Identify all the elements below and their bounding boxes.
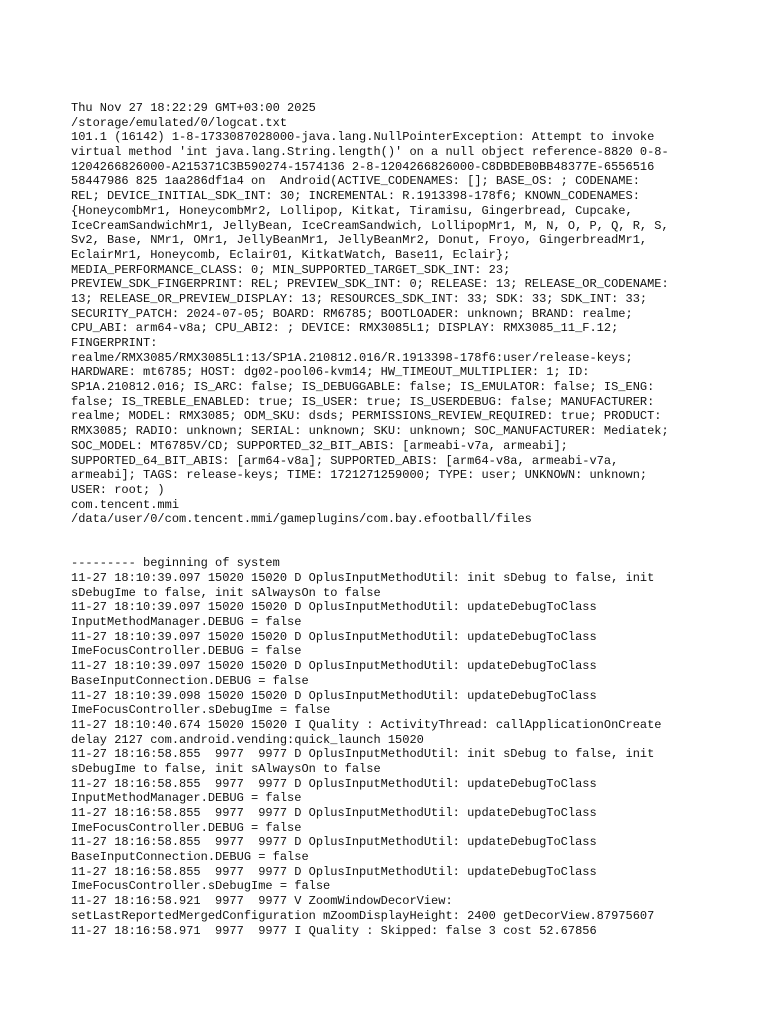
- crash-info-block: [71, 130, 711, 527]
- crash-info-line: PREVIEW_SDK_FINGERPRINT: REL; PREVIEW_SDK_INT: 0; RELEASE: 13; RELEASE_OR_CODENAME:: [71, 277, 669, 292]
- crash-info-line: HARDWARE: mt6785; HOST: dg02-pool06-kvm14; HW_TIMEOUT_MULTIPLIER: 1; ID:: [71, 365, 590, 380]
- log-line: 11-27 18:10:39.097 15020 15020 D OplusInputMethodUtil: updateDebugToClass: [71, 659, 597, 674]
- log-line: ImeFocusController.DEBUG = false: [71, 820, 302, 835]
- log-line: 11-27 18:10:39.098 15020 15020 D OplusInputMethodUtil: updateDebugToClass: [71, 688, 597, 703]
- crash-info-line: USER: root; ): [71, 482, 165, 497]
- log-line: 11-27 18:16:58.971 9977 9977 I Quality : Skipped: false 3 cost 52.67856: [71, 923, 597, 938]
- crash-info-line: realme; MODEL: RMX3085; ODM_SKU: dsds; PERMISSIONS_REVIEW_REQUIRED: true; PRODUCT:: [71, 409, 662, 424]
- log-line: setLastReportedMergedConfiguration mZoomDisplayHeight: 2400 getDecorView.87975607: [71, 908, 655, 923]
- crash-info-line: 13; RELEASE_OR_PREVIEW_DISPLAY: 13; RESOURCES_SDK_INT: 33; SDK: 33; SDK_INT: 33;: [71, 291, 648, 306]
- log-line: 11-27 18:10:39.097 15020 15020 D OplusInputMethodUtil: init sDebug to false, init: [71, 571, 655, 586]
- crash-info-line: Sv2, Base, NMr1, OMr1, JellyBeanMr1, JellyBeanMr2, Donut, Froyo, GingerbreadMr1,: [71, 233, 648, 248]
- log-line: 11-27 18:16:58.921 9977 9977 V ZoomWindowDecorView:: [71, 894, 453, 909]
- log-line: sDebugIme to false, init sAlwaysOn to false: [71, 761, 381, 776]
- crash-info-line: 58447986 825 1aa286df1a4 on Android(ACTIVE_CODENAMES: []; BASE_OS: ; CODENAME:: [71, 174, 640, 189]
- log-line: 11-27 18:16:58.855 9977 9977 D OplusInputMethodUtil: updateDebugToClass: [71, 806, 597, 821]
- crash-info-line: SECURITY_PATCH: 2024-07-05; BOARD: RM6785; BOOTLOADER: unknown; BRAND: realme;: [71, 306, 633, 321]
- blank-gap: [71, 527, 711, 556]
- header-timestamp: Thu Nov 27 18:22:29 GMT+03:00 2025: [71, 101, 316, 115]
- crash-info-line: SP1A.210812.016; IS_ARC: false; IS_DEBUGGABLE: false; IS_EMULATOR: false; IS_ENG:: [71, 380, 655, 395]
- logcat-document: [71, 101, 711, 938]
- log-line: 11-27 18:16:58.855 9977 9977 D OplusInputMethodUtil: updateDebugToClass: [71, 864, 597, 879]
- crash-info-line: com.tencent.mmi: [71, 497, 180, 512]
- log-line: 11-27 18:16:58.855 9977 9977 D OplusInputMethodUtil: updateDebugToClass: [71, 835, 597, 850]
- log-line: ImeFocusController.sDebugIme = false: [71, 703, 331, 718]
- crash-info-line: SUPPORTED_64_BIT_ABIS: [arm64-v8a]; SUPPORTED_ABIS: [arm64-v8a, armeabi-v7a,: [71, 453, 619, 468]
- log-line: 11-27 18:10:40.674 15020 15020 I Quality : ActivityThread: callApplicationOnCreate: [71, 717, 662, 732]
- crash-info-line: REL; DEVICE_INITIAL_SDK_INT: 30; INCREMENTAL: R.1913398-178f6; KNOWN_CODENAMES:: [71, 189, 640, 204]
- log-line: delay 2127 com.android.vending:quick_launch 15020: [71, 732, 424, 747]
- crash-info-line: FINGERPRINT:: [71, 336, 158, 350]
- crash-info-line: EclairMr1, Honeycomb, Eclair01, KitkatWatch, Base11, Eclair};: [71, 247, 511, 262]
- crash-info-line: RMX3085; RADIO: unknown; SERIAL: unknown; SKU: unknown; SOC_MANUFACTURER: Mediatek;: [71, 424, 669, 439]
- crash-info-line: IceCreamSandwichMr1, JellyBean, IceCreamSandwich, LollipopMr1, M, N, O, P, Q, R, S,: [71, 218, 669, 233]
- log-line: BaseInputConnection.DEBUG = false: [71, 850, 309, 865]
- log-line: ImeFocusController.sDebugIme = false: [71, 879, 331, 894]
- crash-info-line: realme/RMX3085/RMX3085L1:13/SP1A.210812.016/R.1913398-178f6:user/release-keys;: [71, 350, 633, 365]
- log-line: ImeFocusController.DEBUG = false: [71, 644, 302, 659]
- crash-info-line: CPU_ABI: arm64-v8a; CPU_ABI2: ; DEVICE: RMX3085L1; DISPLAY: RMX3085_11_F.12;: [71, 321, 619, 336]
- log-line: BaseInputConnection.DEBUG = false: [71, 673, 309, 688]
- header-file-path: /storage/emulated/0/logcat.txt: [71, 115, 288, 130]
- log-line: --------- beginning of system: [71, 556, 280, 571]
- log-line: sDebugIme to false, init sAlwaysOn to false: [71, 585, 381, 600]
- log-line: 11-27 18:16:58.855 9977 9977 D OplusInputMethodUtil: init sDebug to false, init: [71, 747, 655, 762]
- crash-info-line: MEDIA_PERFORMANCE_CLASS: 0; MIN_SUPPORTED_TARGET_SDK_INT: 23;: [71, 262, 511, 277]
- crash-info-line: /data/user/0/com.tencent.mmi/gameplugins/com.bay.efootball/files: [71, 512, 532, 527]
- crash-info-line: virtual method 'int java.lang.String.length()' on a null object reference-8820 0-8-: [71, 145, 669, 160]
- crash-info-line: 1204266826000-A215371C3B590274-1574136 2-8-1204266826000-C8DBDEB0BB48377E-6556516: [71, 159, 655, 174]
- crash-info-line: false; IS_TREBLE_ENABLED: true; IS_USER: true; IS_USERDEBUG: false; MANUFACTURER:: [71, 394, 655, 409]
- crash-info-line: armeabi]; TAGS: release-keys; TIME: 1721271259000; TYPE: user; UNKNOWN: unknown;: [71, 468, 648, 483]
- log-line: InputMethodManager.DEBUG = false: [71, 791, 302, 806]
- crash-info-line: 101.1 (16142) 1-8-1733087028000-java.lang.NullPointerException: Attempt to invoke: [71, 130, 655, 145]
- crash-info-line: SOC_MODEL: MT6785V/CD; SUPPORTED_32_BIT_ABIS: [armeabi-v7a, armeabi];: [71, 438, 568, 453]
- log-block: [71, 556, 711, 938]
- log-line: 11-27 18:16:58.855 9977 9977 D OplusInputMethodUtil: updateDebugToClass: [71, 776, 597, 791]
- log-line: InputMethodManager.DEBUG = false: [71, 615, 302, 630]
- crash-info-line: {HoneycombMr1, HoneycombMr2, Lollipop, Kitkat, Tiramisu, Gingerbread, Cupcake,: [71, 203, 633, 218]
- log-line: 11-27 18:10:39.097 15020 15020 D OplusInputMethodUtil: updateDebugToClass: [71, 629, 597, 644]
- log-line: 11-27 18:10:39.097 15020 15020 D OplusInputMethodUtil: updateDebugToClass: [71, 600, 597, 615]
